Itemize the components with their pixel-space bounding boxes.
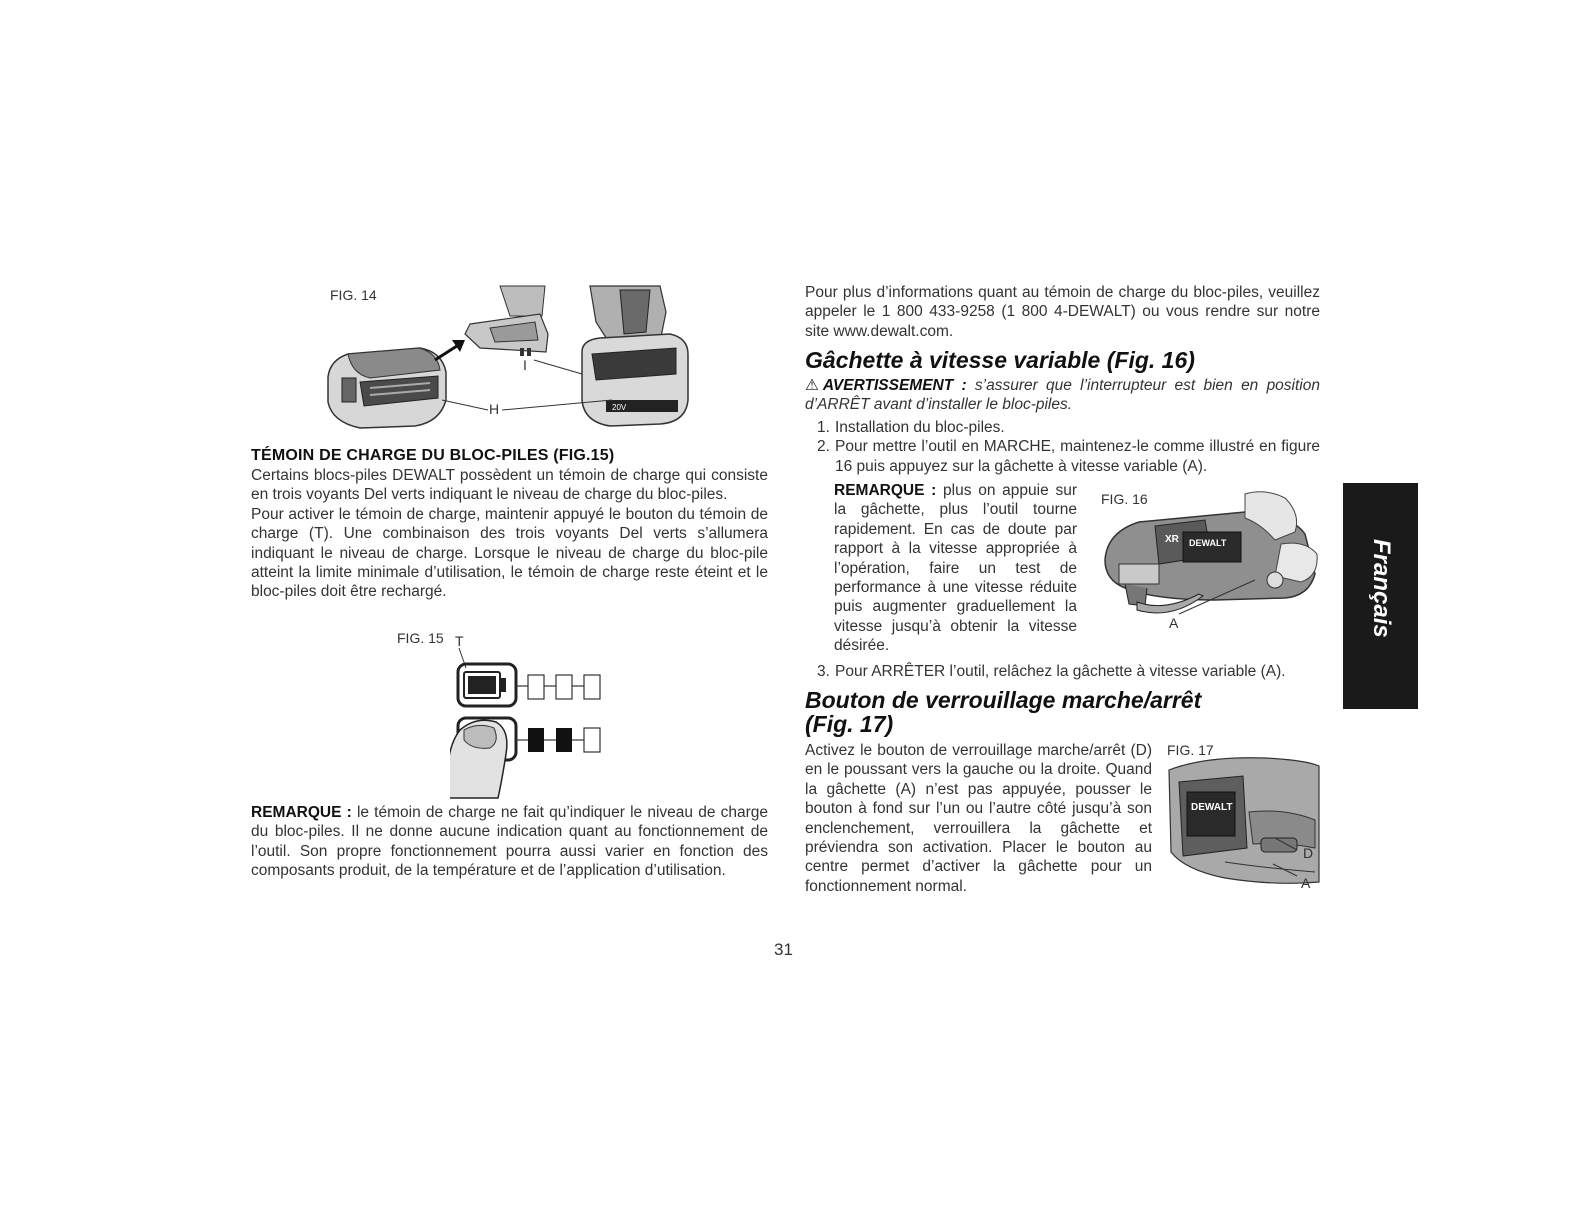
trigger-step-3	[805, 662, 1320, 681]
fig14-callout-h: H	[489, 401, 500, 417]
trigger-note-text: plus on appuie sur la gâchette, plus l’outil tourne rapidement. En cas de doute par rapport à la vitesse appropriée à l’opération, faire un test de performance à une vitesse réduite puis augmenter graduellement la vitesse jusqu’à obtenir la vitesse désirée.	[834, 482, 1077, 655]
trigger-note	[834, 481, 1077, 656]
list-item: 3. Pour ARRÊTER l’outil, relâchez la gâchette à vitesse variable (A).	[817, 663, 1286, 680]
fig15-callout-t: T	[455, 633, 464, 649]
drill-drawing	[582, 286, 688, 426]
lock-section-title	[805, 688, 1325, 736]
list-item: 2. Pour mettre l’outil en MARCHE, maintenez-le comme illustré en figure 16 puis appuyez sur la gâchette à vitesse variable (A).	[817, 438, 1320, 475]
lock-section-title-line2: (Fig. 17)	[805, 711, 894, 737]
fig16-illustration	[1095, 484, 1325, 634]
fig17-callout-a: A	[1301, 875, 1311, 891]
tool-base-drawing	[465, 286, 548, 356]
left-note-text: le témoin de charge ne fait qu’indiquer le niveau de charge du bloc-piles. Il ne donne aucune indication quant au fonctionnement de l’outil. Son propre fonctionnement pourra aussi varier en fonction des composants produit, de la température et de l’application d’utilisation.	[251, 804, 769, 880]
charge-indicator-pressed	[450, 718, 600, 798]
fig16-badge: XR	[1165, 534, 1179, 545]
fig16-label: FIG. 16	[1101, 491, 1148, 507]
tool-closeup-drawing	[1169, 758, 1319, 884]
list-item: 1. Installation du bloc-piles.	[817, 419, 1005, 436]
warning-keyword: AVERTISSEMENT :	[822, 377, 967, 394]
left-note-keyword: REMARQUE :	[251, 804, 352, 821]
charge-indicator-empty	[458, 664, 600, 706]
fig17-illustration	[1165, 752, 1325, 900]
lock-section-body: Activez le bouton de verrouillage marche/arrêt (D) en le poussant vers la gauche ou la droite. Quand la gâchette (A) n’est pas appuyée, pousser le bouton à fond sur l’un ou l’autre côté jusqu’à son enclenchement, verrouillera la gâchette et préviendra son activation. Placer le bouton au centre permet d’activer la gâchette pour un fonctionnement normal.	[805, 742, 1152, 895]
fig14-badge: 20V	[612, 403, 627, 412]
fig14-callout-i: I	[523, 357, 527, 373]
page-number: 31	[774, 940, 793, 959]
battery-section-title: TÉMOIN DE CHARGE DU BLOC-PILES (FIG.15)	[251, 447, 615, 464]
fig16-callout-a: A	[1169, 615, 1179, 631]
fig17-label: FIG. 17	[1167, 742, 1214, 758]
warning-text: s’assurer que l’interrupteur est bien en position d’ARRÊT avant d’installer le bloc-piles.	[805, 377, 1320, 414]
fig16-brand: DEWALT	[1189, 538, 1227, 548]
oscillating-tool-drawing	[1105, 492, 1317, 613]
battery-paragraph-2: Pour activer le témoin de charge, maintenir appuyé le bouton du témoin de charge (T). Une combinaison des trois voyants Del verts s’allumera indiquant le niveau de charge. Lorsque le niveau de charge du bloc-pile atteint la limite minimale d’utilisation, le témoin de charge reste éteint et le bloc-piles doit être rechargé.	[251, 505, 768, 601]
right-intro: Pour plus d’informations quant au témoin de charge du bloc-piles, veuillez appeler le 1 800 433-9258 (1 800 4-DEWALT) ou vous rendre sur notre site www.dewalt.com.	[805, 284, 1320, 340]
trigger-note-keyword: REMARQUE :	[834, 482, 937, 499]
language-side-tab	[1343, 483, 1418, 709]
battery-pack-drawing	[328, 348, 446, 428]
trigger-steps	[805, 418, 1320, 476]
trigger-section-title: Gâchette à vitesse variable (Fig. 16)	[805, 347, 1195, 373]
battery-paragraph-1: Certains blocs-piles DEWALT possèdent un témoin de charge qui consiste en trois voyants Del verts indiquant le niveau de charge du bloc-piles.	[251, 467, 768, 504]
fig14-illustration	[320, 282, 700, 442]
battery-section-body	[251, 466, 768, 602]
language-side-tab-label: Français	[1368, 539, 1395, 638]
fig15-illustration	[450, 630, 630, 800]
fig15-label: FIG. 15	[397, 630, 444, 646]
fig17-callout-d: D	[1303, 845, 1314, 861]
trigger-warning	[805, 376, 1320, 415]
lock-section-title-line1: Bouton de verrouillage marche/arrêt	[805, 687, 1202, 713]
fig14-label: FIG. 14	[330, 287, 377, 303]
warning-icon: ⚠	[805, 377, 823, 394]
fig17-brand: DEWALT	[1191, 802, 1233, 813]
left-note	[251, 803, 768, 881]
